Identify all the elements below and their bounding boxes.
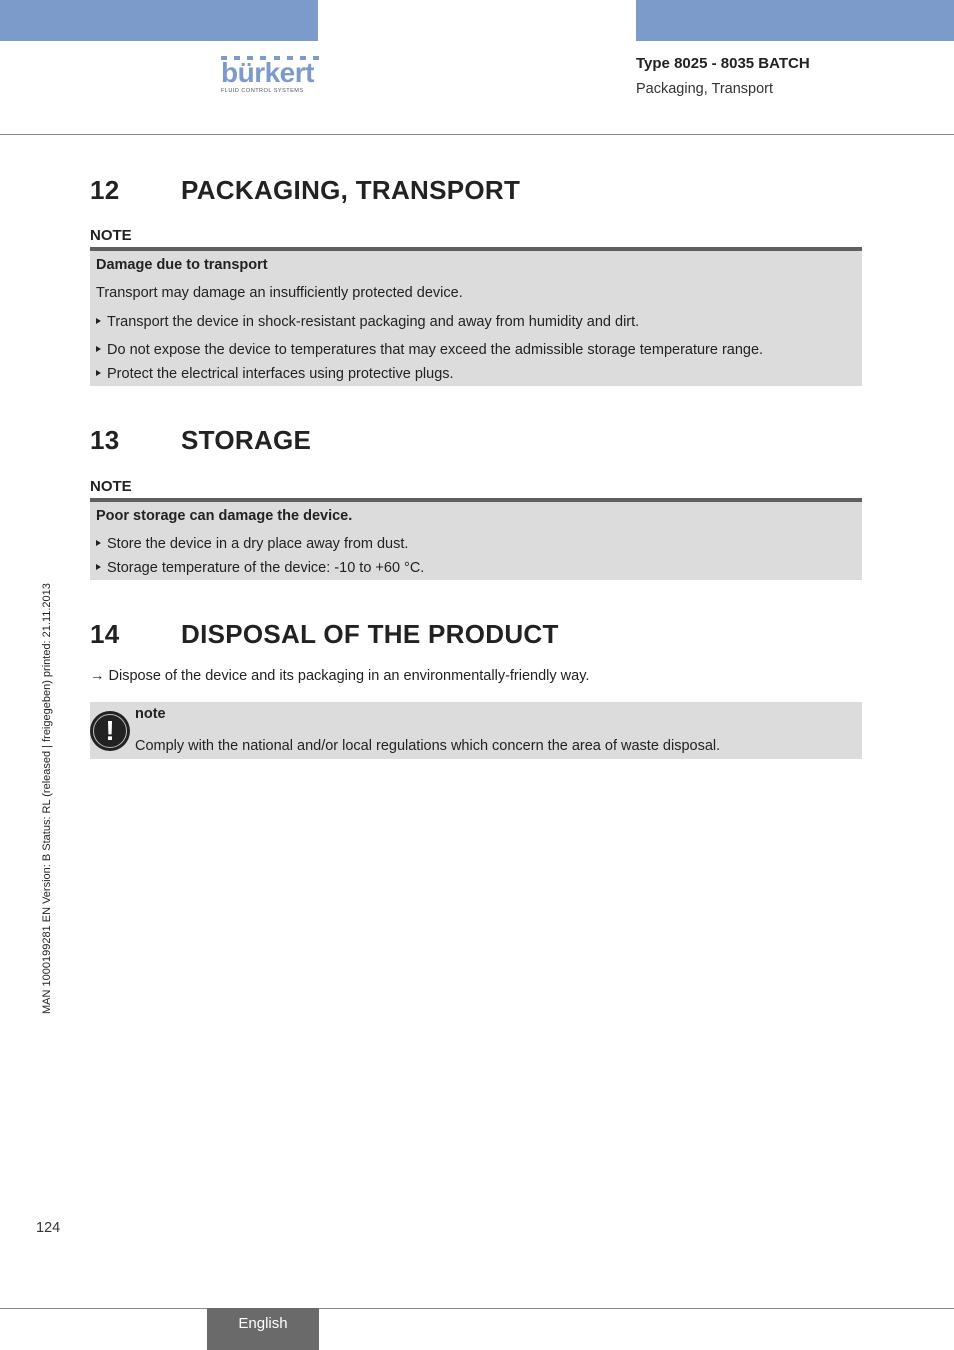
note-text: Transport may damage an insufficiently protected device. (96, 285, 463, 301)
header-accent-bar-right (636, 0, 954, 41)
info-note-title: note (135, 706, 166, 722)
header-divider (0, 134, 954, 135)
bullet-triangle-icon (96, 540, 101, 546)
section-number: 12 (90, 175, 120, 205)
note-bullet-item: Protect the electrical interfaces using protective plugs. (96, 366, 454, 382)
document-meta-vertical: MAN 1000199281 EN Version: B Status: RL (released | freigegeben) printed: 21.11.2013 (41, 583, 53, 1014)
note-bullet-item: Store the device in a dry place away from dust. (96, 536, 408, 552)
info-note-text: Comply with the national and/or local regulations which concern the area of waste disposal. (135, 738, 721, 754)
bullet-triangle-icon (96, 370, 101, 376)
note-heading: Poor storage can damage the device. (96, 508, 353, 524)
exclamation-icon: ! (90, 711, 130, 751)
page-number: 124 (36, 1220, 61, 1236)
note-label: NOTE (90, 227, 132, 244)
note-bullet-item: Storage temperature of the device: -10 to +60 °C. (96, 560, 424, 576)
note-bullet-item: Do not expose the device to temperatures that may exceed the admissible storage temperature range. (96, 342, 763, 358)
language-tab: English (207, 1308, 319, 1350)
section-number: 14 (90, 619, 120, 649)
logo-wordmark: bürkert (221, 57, 314, 88)
bullet-triangle-icon (96, 564, 101, 570)
footer-divider (0, 1308, 954, 1309)
note-box-packaging (90, 247, 862, 386)
logo-tagline: FLUID CONTROL SYSTEMS (221, 88, 304, 94)
arrow-right-icon: → (90, 668, 105, 684)
section-number: 13 (90, 425, 120, 455)
document-title: Type 8025 - 8035 BATCH (636, 55, 810, 72)
note-label: NOTE (90, 478, 132, 495)
section-title: STORAGE (181, 425, 312, 455)
info-note-box (90, 702, 862, 759)
instruction-step (90, 668, 589, 684)
section-title: PACKAGING, TRANSPORT (181, 175, 521, 205)
header-accent-bar-left (0, 0, 318, 41)
note-heading: Damage due to transport (96, 257, 268, 273)
document-subtitle: Packaging, Transport (636, 81, 774, 97)
bullet-triangle-icon (96, 346, 101, 352)
section-title: DISPOSAL OF THE PRODUCT (181, 619, 559, 649)
note-box-storage (90, 498, 862, 580)
note-bullet-item: Transport the device in shock-resistant packaging and away from humidity and dirt. (96, 314, 639, 330)
brand-logo (221, 56, 319, 96)
instruction-text: Dispose of the device and its packaging in an environmentally-friendly way. (108, 668, 590, 684)
bullet-triangle-icon (96, 318, 101, 324)
